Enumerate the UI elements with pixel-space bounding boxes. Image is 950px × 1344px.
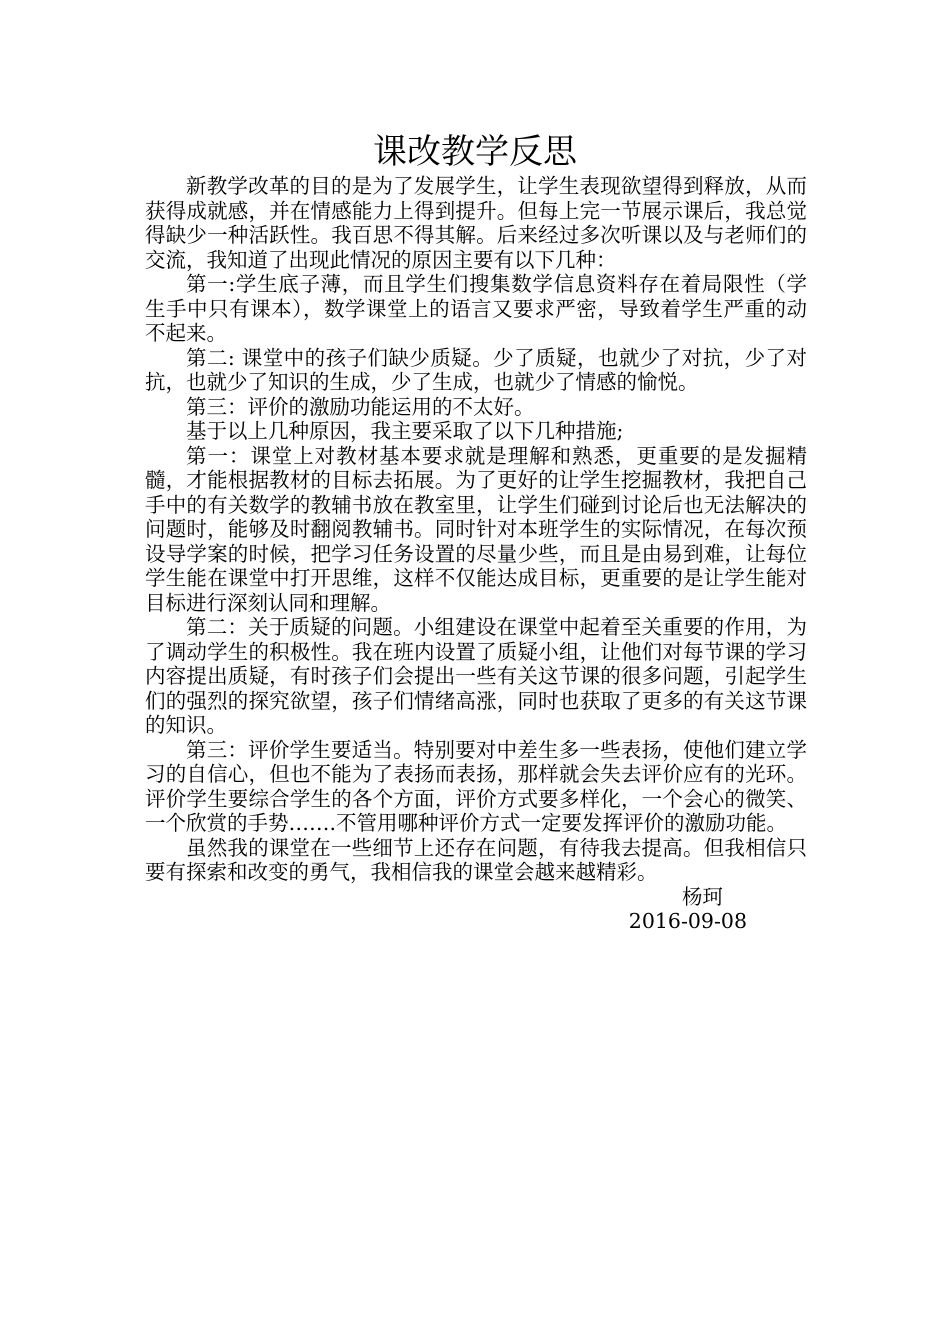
document-title: 课改教学反思: [373, 132, 577, 172]
author-signature: 杨珂: [682, 884, 723, 909]
paragraph-reason-2: 第二: 课堂中的孩子们缺少质疑。少了质疑，也就少了对抗，少了对抗，也就少了知识的生成，少了生成，也就少了情感的愉悦。: [145, 345, 807, 394]
paragraph-measure-2: 第二：关于质疑的问题。小组建设在课堂中起着至关重要的作用，为了调动学生的积极性。我在班内设置了质疑小组，让他们对每节课的学习内容提出质疑，有时孩子们会提出一些有关这节课的很多问题，引起学生们的强烈的探究欲望，孩子们情绪高涨，同时也获取了更多的有关这节课的知识。: [145, 615, 807, 737]
paragraph-measure-3: 第三：评价学生要适当。特别要对中差生多一些表扬，使他们建立学习的自信心，但也不能为了表扬而表扬，那样就会失去评价应有的光环。评价学生要综合学生的各个方面，评价方式要多样化，一个会心的微笑、一个欣赏的手势…….不管用哪种评价方式一定要发挥评价的激励功能。: [145, 737, 807, 835]
document-body: [145, 174, 807, 934]
paragraph-reason-1: 第一:学生底子薄，而且学生们搜集数学信息资料存在着局限性（学生手中只有课本），数学课堂上的语言又要求严密，导致着学生严重的动不起来。: [145, 272, 807, 345]
document-date: 2016-09-08: [628, 909, 747, 933]
paragraph-conclusion: 虽然我的课堂在一些细节上还存在问题，有待我去提高。但我相信只要有探索和改变的勇气，我相信我的课堂会越来越精彩。: [145, 835, 807, 884]
paragraph-reason-3: 第三：评价的激励功能运用的不太好。: [186, 394, 535, 419]
paragraph-intro: 新教学改革的目的是为了发展学生，让学生表现欲望得到释放，从而获得成就感，并在情感能力上得到提升。但每上完一节展示课后，我总觉得缺少一种活跃性。我百思不得其解。后来经过多次听课以及与老师们的交流，我知道了出现此情况的原因主要有以下几种：: [145, 174, 807, 272]
paragraph-measure-1: 第一：课堂上对教材基本要求就是理解和熟悉，更重要的是发掘精髓，才能根据教材的目标去拓展。为了更好的让学生挖掘教材，我把自己手中的有关数学的教辅书放在教室里，让学生们碰到讨论后也无法解决的问题时，能够及时翻阅教辅书。同时针对本班学生的实际情况，在每次预设导学案的时候，把学习任务设置的尽量少些，而且是由易到难，让每位学生能在课堂中打开思维，这样不仅能达成目标，更重要的是让学生能对目标进行深刻认同和理解。: [145, 443, 807, 615]
paragraph-measures-intro: 基于以上几种原因，我主要采取了以下几种措施;: [186, 419, 624, 443]
